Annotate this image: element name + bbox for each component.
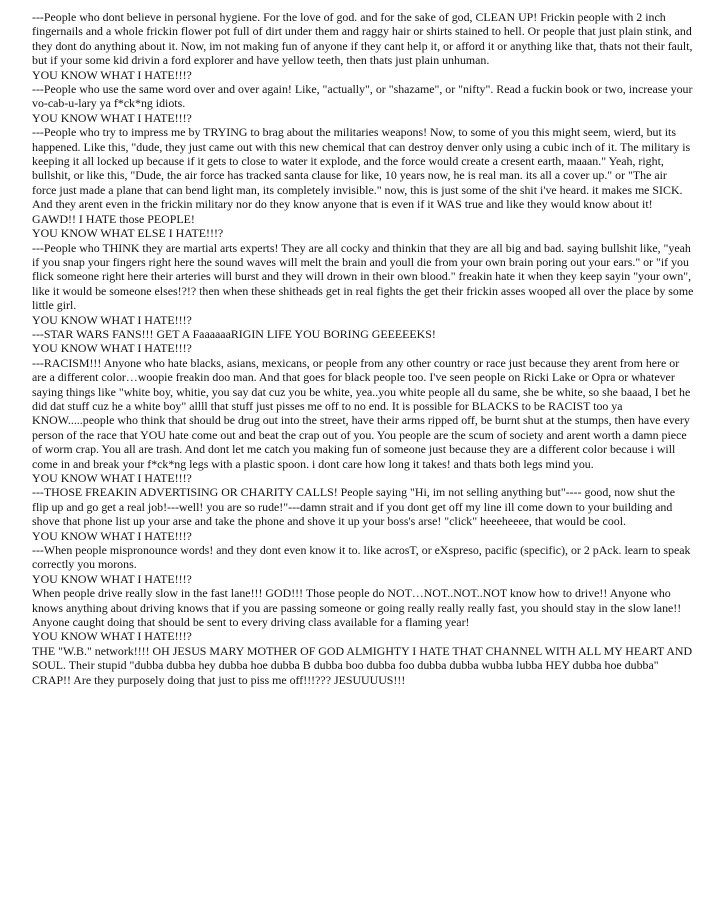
heading-hate-7: YOU KNOW WHAT I HATE!!!? bbox=[32, 571, 192, 586]
heading-hate-1: YOU KNOW WHAT I HATE!!!? bbox=[32, 67, 192, 82]
paragraph-wb-network: THE "W.B." network!!!! OH JESUS MARY MOTHER OF GOD ALMIGHTY I HATE THAT CHANNEL WITH ALL MY HEART AND SOUL. Their stupid "dubba dubba hey dubba hoe dubba B dubba boo dubba foo dubba dubba wubba lubba HEY dubba hoe dubba" CRAP!! Are they purposely doing that just to piss me off!!!??? JESUUUUS!!! bbox=[32, 643, 693, 687]
heading-hate-8: YOU KNOW WHAT I HATE!!!? bbox=[32, 629, 192, 644]
paragraph-racism: ---RACISM!!! Anyone who hate blacks, asians, mexicans, or people from any other country or race just because they arent from here or are a different color…woopie freakin doo man. And that goes for black people too. I've seen people on Ricki Lake or Opra or whatever saying things like "white boy, whitie, you say dat cuz you be white, yea..you white people all du same, she be white, so she baaad, I bet he did dat stuff cuz he a white boy" allll that stuff just pisses me off to no end. It is possible for BLACKS to be RACIST too ya KNOW.....people who think that should be drug out into the street, have their arms ripped off, be burnt shut at the stumps, then have every person of the race that YOU hate come out and beat the crap out of you. You people are the scum of society and arent worth a damn piece of worm crap. You all are trash. And dont let me catch you making fun of someone just because they are a different color because i will come in and break your f*ck*ng legs with a plastic spoon. i dont care how long it takes! and thats both legs mind you. bbox=[32, 355, 691, 471]
paragraph-hygiene: ---People who dont believe in personal hygiene. For the love of god. and for the sake of god, CLEAN UP! Frickin people with 2 inch fingernails and a whole frickin flower pot full of dirt under them and raggy hair or shirts stained to hell. Or people that just plain stink, and they dont do anything about it. Now, im not making fun of anyone if they cant help it, or afford it or anything like that, thats not their fault, but if your some kid drivin a ford explorer and have yellow teeth, then thats just plain unhuman. bbox=[32, 10, 693, 68]
paragraph-same-word: ---People who use the same word over and over again! Like, "actually", or "shazame", or "nifty". Read a fuckin book or two, increase your vo-cab-u-lary ya f*ck*ng idiots. bbox=[32, 82, 693, 111]
heading-hate-5: YOU KNOW WHAT I HATE!!!? bbox=[32, 471, 192, 485]
heading-hate-else: YOU KNOW WHAT ELSE I HATE!!!? bbox=[32, 226, 224, 241]
paragraph-mispronounce: ---When people mispronounce words! and they dont even know it to. like acrosT, or eXspreso, pacific (specific), or 2 pAck. learn to speak correctly you morons. bbox=[32, 543, 691, 572]
paragraph-martial-arts: ---People who THINK they are martial arts experts! They are all cocky and thinkin that they are all big and bad. saying bullshit like, "yeah if you snap your fingers right here the sound waves will melt the brain and youll die from your own brain poring out your ears." or "if you flick someone right here their arteries will burst and they will drown in their own blood." freakin hate it when they keep sayin "your own", like it would be someone elses!?!? then when these shitheads get in real fights the get their frickin asses wooped all over the place by some little girl. bbox=[32, 240, 694, 313]
paragraph-slow-drivers: When people drive really slow in the fast lane!!! GOD!!! Those people do NOT…NOT..NOT..NOT know how to drive!! Anyone who knows anything about driving knows that if you are passing someone or going really really really fast, you should stay in the slow lane!! Anyone caught doing that should be sent to every driving class available for a flaming year! bbox=[32, 586, 682, 630]
heading-hate-2: YOU KNOW WHAT I HATE!!!? bbox=[32, 110, 192, 125]
paragraph-calls: ---THOSE FREAKIN ADVERTISING OR CHARITY CALLS! People saying "Hi, im not selling anything but"---- good, now shut the flip up and go get a real job!---well! you are so rude!"---damn strait and if you dont get off my line ill come down to your building and shove that phone list up your arse and take the phone and shove it up your boss's arse! "click" heeeheeee, that would be cool. bbox=[32, 485, 676, 529]
paragraph-star-wars: ---STAR WARS FANS!!! GET A FaaaaaaRIGIN LIFE YOU BORING GEEEEEKS! bbox=[32, 326, 436, 341]
heading-hate-3: YOU KNOW WHAT I HATE!!!? bbox=[32, 312, 192, 327]
document-page bbox=[32, 10, 694, 687]
paragraph-military: ---People who try to impress me by TRYING to brag about the militaries weapons! Now, to some of you this might seem, wierd, but its happened. Like this, "dude, they just came out with this new chemical that can destroy denver only using a cubic inch of it. The military is keeping it all locked up because if it gets to close to water it explode, and the force would create a cresent earth, maaan." Yeah, right, bullshit, or like this, "Dude, the air force has tracked santa clause for like, 10 years now, he is real man. its all a cover up." or "The air force just made a plane that can bend light man, its completely invisible." now, this is just some of the shit i've heard. it makes me SICK. And they arent even in the frickin military nor do they know anyone that is even if it WAS true and like they would know about it! GAWD!! I HATE those PEOPLE! bbox=[32, 125, 691, 226]
heading-hate-4: YOU KNOW WHAT I HATE!!!? bbox=[32, 341, 192, 356]
heading-hate-6: YOU KNOW WHAT I HATE!!!? bbox=[32, 528, 192, 543]
